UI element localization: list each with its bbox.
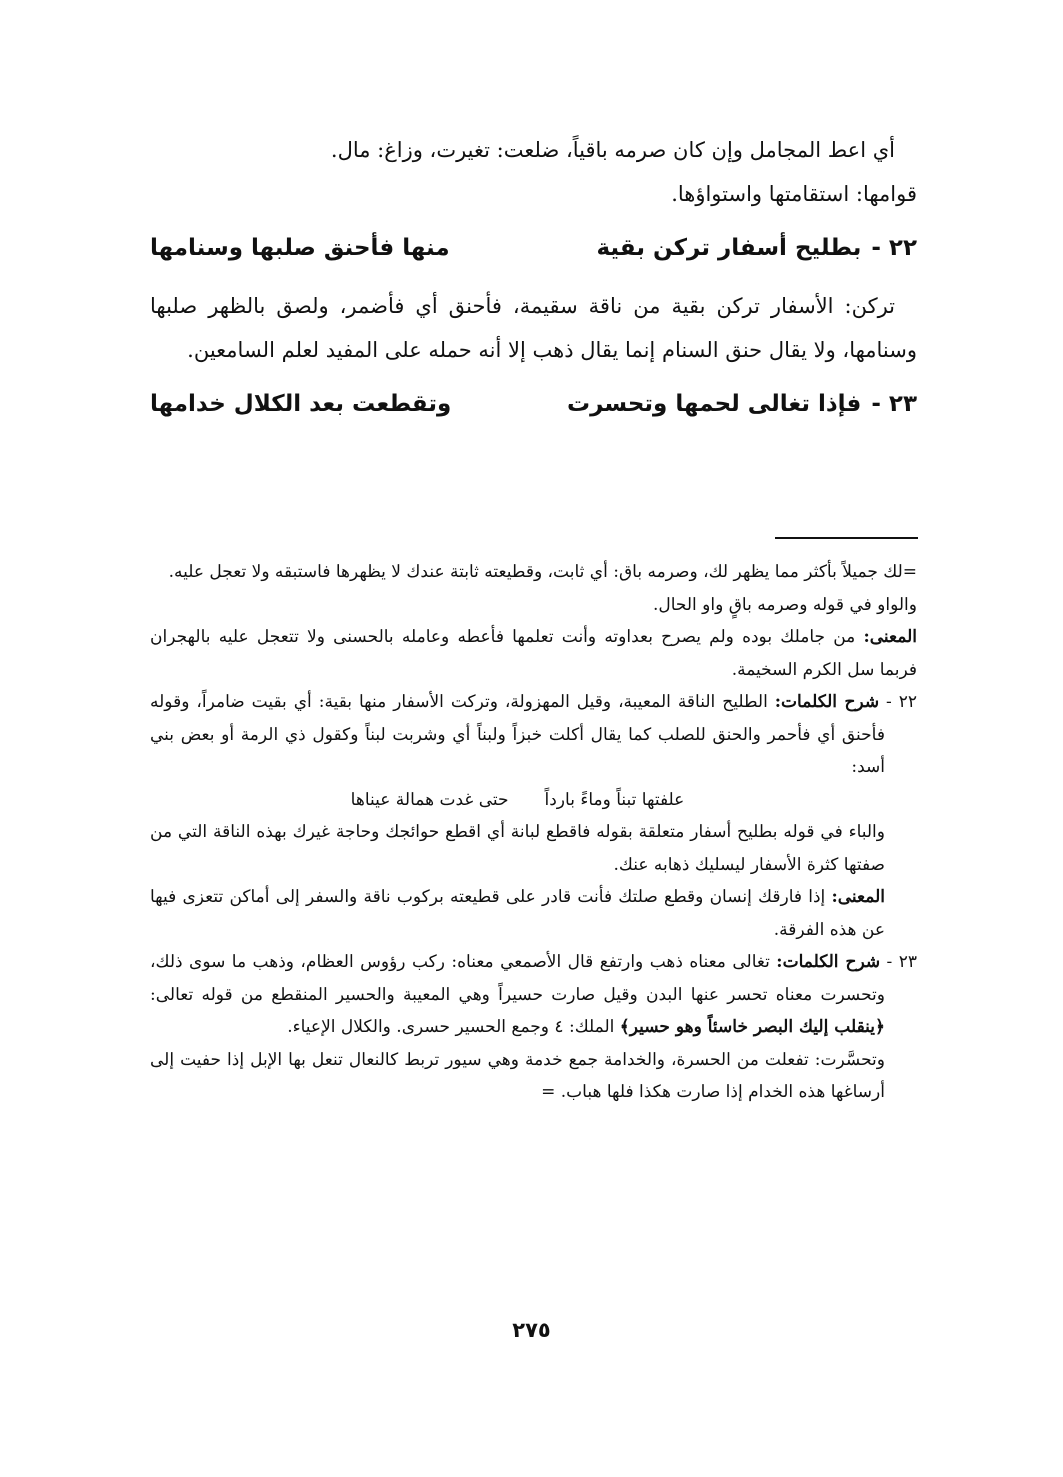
note-label: شرح الكلمات: bbox=[776, 952, 881, 972]
note-number: ٢٣ - bbox=[886, 952, 918, 972]
gloss-paragraph-1 bbox=[150, 128, 917, 216]
footnote-22 bbox=[150, 686, 917, 784]
footnote-baa: والباء في قوله بطليح أسفار متعلقة بقوله فاقطع لبانة أي اقطع حوائجك وحاجة غيرك بهذه الناقة التي من صفتها كثرة الأسفار ليسليك ذهابه عنك. bbox=[150, 822, 885, 875]
page-number: ٢٧٥ bbox=[512, 1318, 551, 1342]
footnote-23 bbox=[150, 946, 917, 1044]
verse-number: ٢٢ - bbox=[871, 235, 917, 261]
verse-hemistich-second: منها فأحنق صلبها وسنامها bbox=[149, 235, 450, 261]
footnote-continuation: =لك جميلاً بأكثر مما يظهر لك، وصرمه باق: أي ثابت، وقطيعته ثابتة عندك لا يظهرها فاستبقه ولا تعجل عليه. bbox=[168, 562, 917, 582]
note-text: الطليح الناقة المعيبة، وقيل المهزولة، وتركت الأسفار منها بقية: أي بقيت ضامراً، وقوله فأحنق أي فأحمر والحنق للصلب كما يقال أكلت خبزاً ولبناً أي وشربت لبناً وكقول ذي الرمة أو بعض بني أسد: bbox=[150, 692, 885, 777]
gloss-line-2: قوامها: استقامتها واستواؤها. bbox=[671, 182, 917, 206]
gloss-paragraph-2: تركن: الأسفار تركن بقية من ناقة سقيمة، فأحنق أي فأضمر، ولصق بالظهر صلبها وسنامها، ولا يقال حنق السنام إنما يقال ذهب إلا أنه حمله على المفيد لعلم السامعين. bbox=[150, 294, 917, 362]
note-number: ٢٢ - bbox=[886, 692, 917, 712]
verse-hemistich-first: بطليح أسفار تركن بقية bbox=[596, 235, 862, 261]
footnote-meaning-2 bbox=[150, 881, 917, 946]
verse-hemistich-second: وتقطعت بعد الكلال خدامها bbox=[149, 391, 452, 417]
gloss-line-1: أي اعط المجامل وإن كان صرمه باقياً، ضلعت: تغيرت، وزاغ: مال. bbox=[330, 138, 895, 162]
quran-quote: ﴿ينقلب إليك البصر خاسئاً وهو حسير﴾ bbox=[619, 1017, 885, 1037]
meaning-label: المعنى: bbox=[863, 627, 917, 647]
poem-hemistich-second: حتى غدت همالة عيناها bbox=[350, 789, 509, 810]
note-label: شرح الكلمات: bbox=[774, 692, 880, 712]
note-text-continued: الملك: ٤ وجمع الحسير حسرى. والكلال الإعياء. bbox=[287, 1017, 615, 1037]
footnote-tahassarat: وتحسَّرت: تفعلت من الحسرة، والخدامة جمع خدمة وهي سيور تربط كالنعال تنعل بها الإبل إذا حفيت إلى أرساغها هذه الخدام إذا صارت هكذا فلها هباب. = bbox=[150, 1049, 885, 1102]
footnote-divider bbox=[775, 537, 918, 539]
meaning-label: المعنى: bbox=[831, 887, 885, 907]
footnotes bbox=[150, 556, 917, 1109]
poem-hemistich-first: علفتها تبناً وماءً بارداً bbox=[544, 789, 685, 810]
footnote-meaning-1 bbox=[150, 621, 917, 686]
main-text bbox=[150, 128, 917, 440]
verse-number: ٢٣ - bbox=[871, 391, 917, 417]
meaning-text: إذا فارقك إنسان وقطع صلتك فأنت قادر على قطيعته بركوب ناقة والسفر إلى أماكن تتعزى فيها عن هذه الفرقة. bbox=[150, 887, 885, 940]
verse-23 bbox=[150, 376, 917, 432]
note-text: تغالى معناه ذهب وارتفع قال الأصمعي معناه: ركب رؤوس العظام، وذهب ما سوى ذلك، وتحسرت معناه تحسر عنها البدن وقيل صارت حسيراً وهي المعيبة والحسير المنقطع من قوله تعالى: bbox=[150, 952, 885, 1005]
footnote-poem bbox=[150, 784, 917, 817]
footnote-waw: والواو في قوله وصرمه باقٍ واو الحال. bbox=[652, 594, 917, 615]
verse-22 bbox=[150, 220, 917, 276]
verse-hemistich-first: فإذا تغالى لحمها وتحسرت bbox=[567, 391, 862, 417]
meaning-text: من جاملك بوده ولم يصرح بعداوته وأنت تعلمها فأعطه وعامله بالحسنى ولا تتعجل عليه بالهجران فربما سل الكرم السخيمة. bbox=[150, 627, 917, 680]
